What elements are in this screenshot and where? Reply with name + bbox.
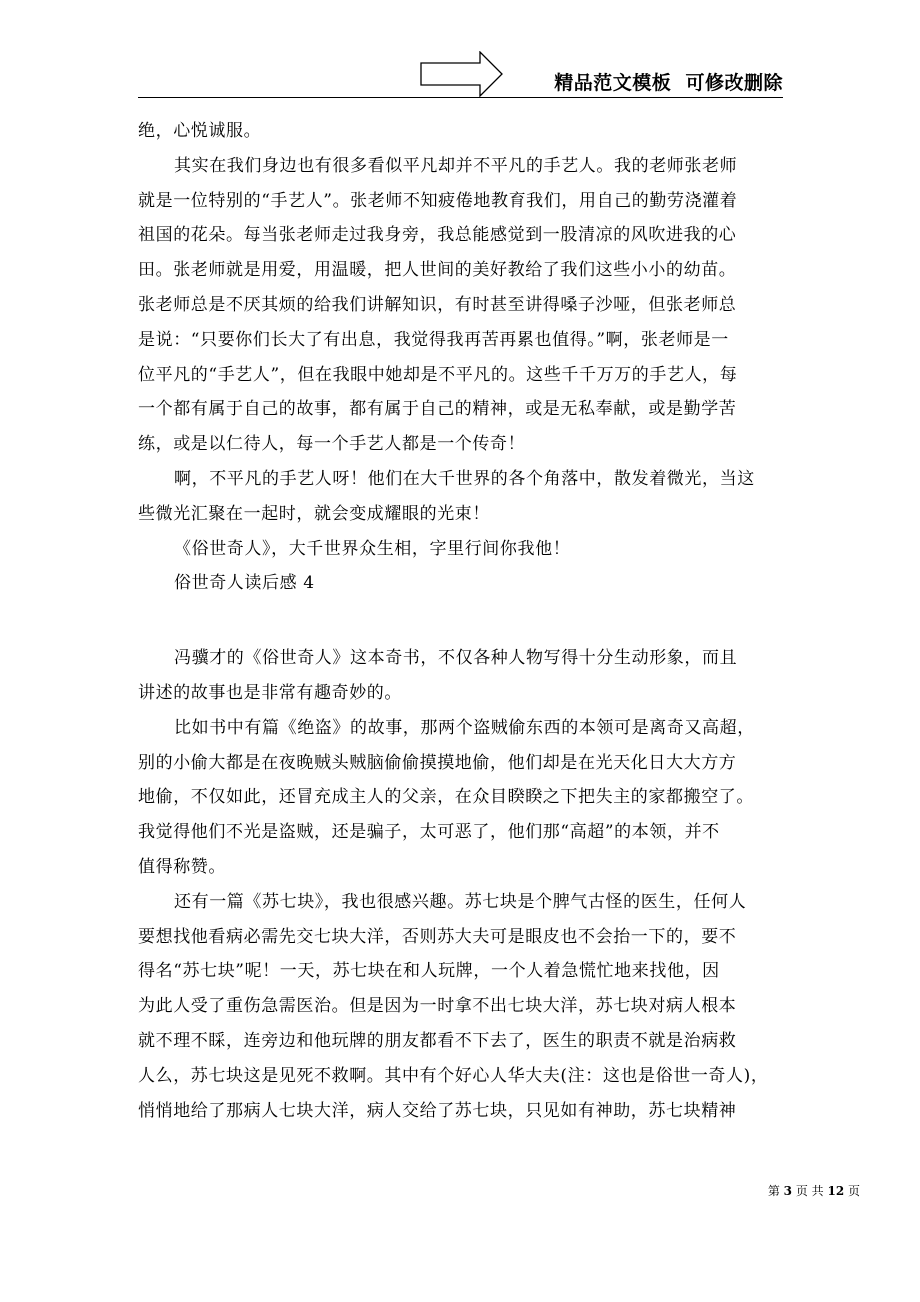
text-line: 些微光汇聚在一起时，就会变成耀眼的光束！ — [138, 503, 490, 524]
text-line: 地偷，不仅如此，还冒充成主人的父亲，在众目睽睽之下把失主的家都搬空了。 — [138, 787, 754, 808]
text-line: 祖国的花朵。每当张老师走过我身旁，我总能感觉到一股清凉的风吹进我的心 — [138, 225, 737, 246]
text-line: 位平凡的“手艺人”，但在我眼中她却是不平凡的。这些千千万万的手艺人，每 — [138, 364, 738, 385]
text-line: 张老师总是不厌其烦的给我们讲解知识，有时甚至讲得嗓子沙哑，但张老师总 — [138, 294, 737, 315]
text-line: 田。张老师就是用爱，用温暖，把人世间的美好教给了我们这些小小的幼苗。 — [138, 260, 737, 281]
section-title: 俗世奇人读后感 4 — [174, 573, 315, 594]
text-line: 悄悄地给了那病人七块大洋，病人交给了苏七块，只见如有神助，苏七块精神 — [138, 1100, 737, 1121]
text-line: 是说：“只要你们长大了有出息，我觉得我再苦再累也值得。”啊，张老师是一 — [138, 329, 729, 350]
document-body — [138, 114, 788, 1128]
text-line: 就不理不睬，连旁边和他玩牌的朋友都看不下去了，医生的职责不就是治病救 — [138, 1030, 737, 1051]
paragraph-line: 冯骥才的《俗世奇人》这本奇书，不仅各种人物写得十分生动形象，而且 — [174, 648, 738, 669]
arrow-right-icon — [420, 51, 504, 97]
footer-suffix: 页 — [844, 1184, 860, 1198]
text-line: 就是一位特别的“手艺人”。张老师不知疲倦地教育我们，用自己的勤劳浇灌着 — [138, 190, 738, 211]
text-line: 为此人受了重伤急需医治。但是因为一时拿不出七块大洋，苏七块对病人根本 — [138, 996, 737, 1017]
footer-prefix: 第 — [767, 1184, 784, 1198]
page-header — [138, 48, 783, 98]
paragraph-line: 比如书中有篇《绝盗》的故事，那两个盗贼偷东西的本领可是离奇又高超， — [174, 717, 755, 738]
text-line: 别的小偷大都是在夜晚贼头贼脑偷偷摸摸地偷，他们却是在光天化日大大方方 — [138, 752, 737, 773]
section-gap — [138, 601, 788, 641]
paragraph-line: 其实在我们身边也有很多看似平凡却并不平凡的手艺人。我的老师张老师 — [174, 155, 738, 176]
text-line: 练，或是以仁待人，每一个手艺人都是一个传奇！ — [138, 434, 526, 455]
text-line: 讲述的故事也是非常有趣奇妙的。 — [138, 682, 402, 703]
current-page-number: 3 — [783, 1184, 793, 1198]
text-line: 值得称赞。 — [138, 856, 226, 877]
paragraph-line: 啊，不平凡的手艺人呀！他们在大千世界的各个角落中，散发着微光，当这 — [174, 468, 755, 489]
text-line: 绝，心悦诚服。 — [138, 121, 262, 141]
text-line: 人么，苏七块这是见死不救啊。其中有个好心人华大夫(注：这也是俗世一奇人)， — [138, 1065, 769, 1086]
text-line: 一个都有属于自己的故事，都有属于自己的精神，或是无私奉献，或是勤学苦 — [138, 399, 737, 420]
header-title: 精品范文模板 可修改删除 — [554, 72, 783, 94]
paragraph-line: 还有一篇《苏七块》，我也很感兴趣。苏七块是个脾气古怪的医生，任何人 — [174, 891, 747, 912]
text-line: 要想找他看病必需先交七块大洋，否则苏大夫可是眼皮也不会抬一下的，要不 — [138, 926, 737, 947]
header-rule — [138, 97, 783, 98]
page-footer — [768, 1182, 860, 1199]
total-page-count: 12 — [827, 1184, 845, 1198]
paragraph-line: 《俗世奇人》，大千世界众生相，字里行间你我他！ — [174, 538, 571, 559]
text-line: 得名“苏七块”呢！一天，苏七块在和人玩牌，一个人着急慌忙地来找他，因 — [138, 961, 720, 982]
text-line: 我觉得他们不光是盗贼，还是骗子，太可恶了，他们那“高超”的本领，并不 — [138, 822, 720, 843]
footer-middle: 页 共 — [792, 1184, 828, 1198]
